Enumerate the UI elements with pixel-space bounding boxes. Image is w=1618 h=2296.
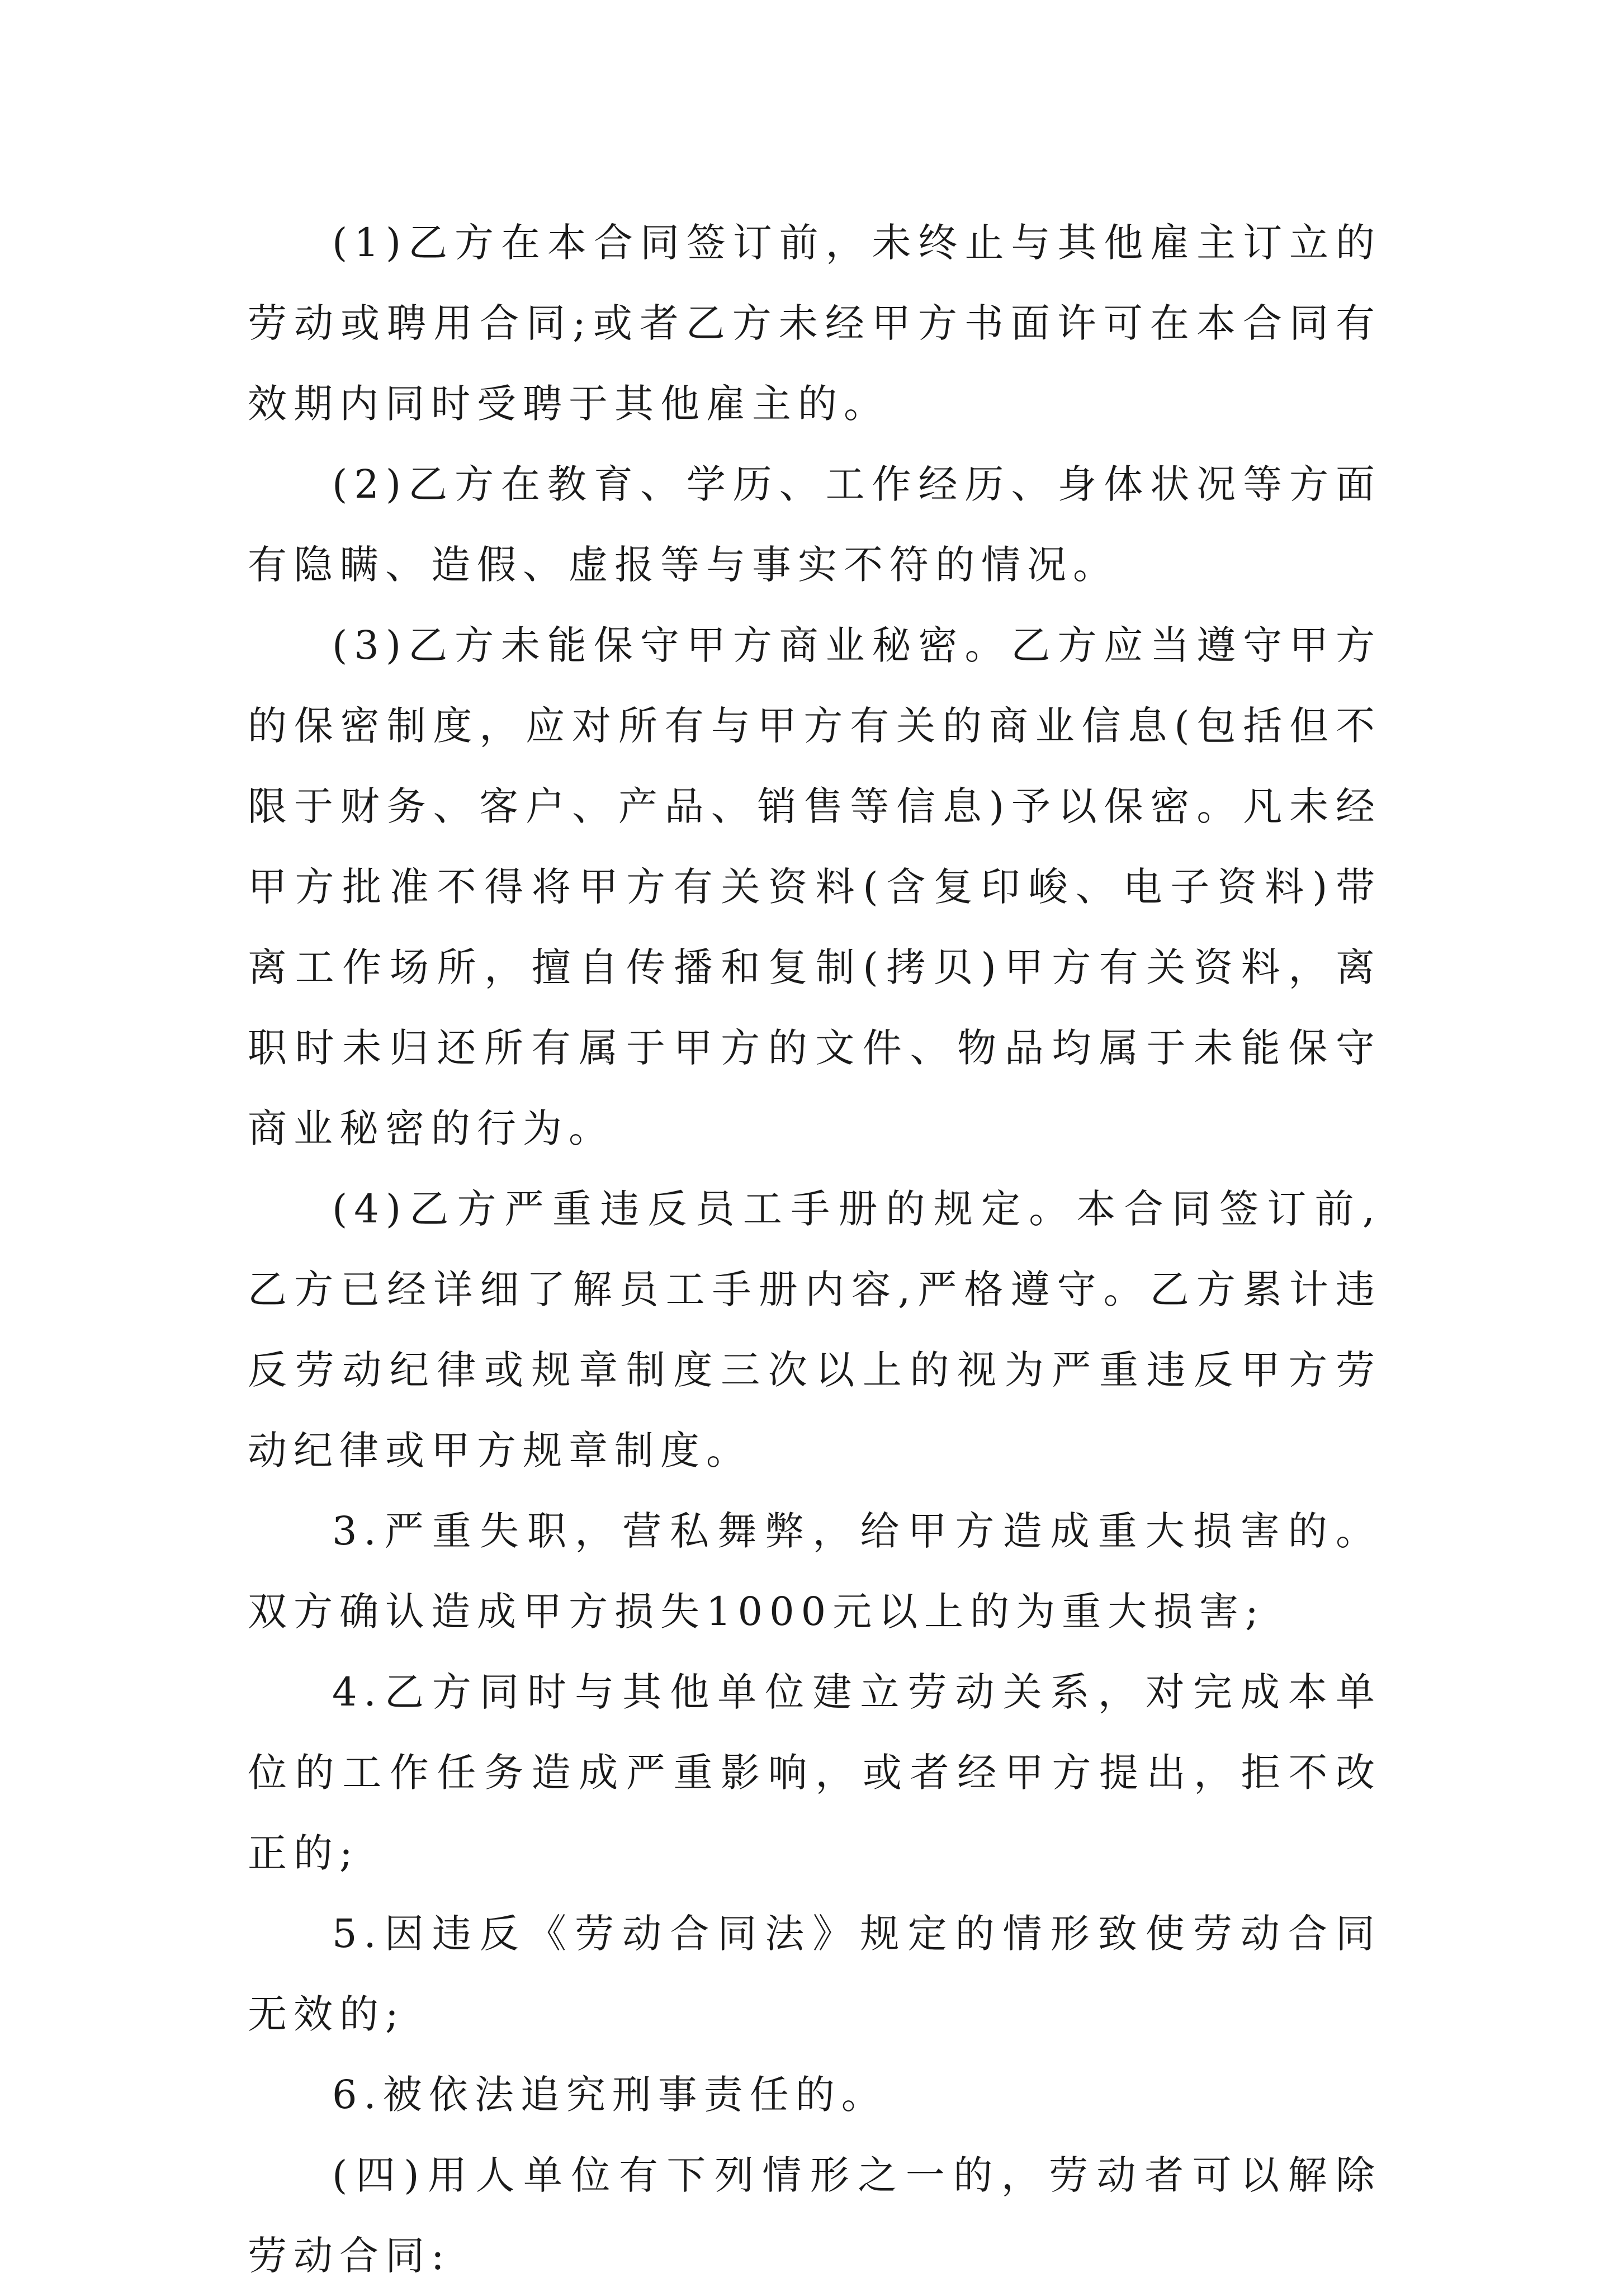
paragraph-item-5: 5.因违反《劳动合同法》规定的情形致使劳动合同无效的; bbox=[248, 1911, 1382, 2037]
paragraph-clause-3: (3)乙方未能保守甲方商业秘密。乙方应当遵守甲方的保密制度，应对所有与甲方有关的商业信息(包括但不限于财务、客户、产品、销售等信息)予以保密。凡未经甲方批准不得将甲方有关资料(含复印峻、电子资料)带离工作场所，擅自传播和复制(拷贝)甲方有关资料，离职时未归还所有属于甲方的文件、物品均属于未能保守商业秘密的行为。 bbox=[248, 622, 1382, 1151]
paragraph-item-6: 6.被依法追究刑事责任的。 bbox=[332, 2072, 887, 2118]
paragraph-section-4: (四)用人单位有下列情形之一的，劳动者可以解除劳动合同: bbox=[248, 2152, 1382, 2279]
document-body bbox=[248, 202, 1382, 2296]
paragraph-item-3: 3.严重失职，营私舞弊，给甲方造成重大损害的。双方确认造成甲方损失1000元以上的为重大损害; bbox=[248, 1508, 1382, 1634]
paragraph-clause-4: (4)乙方严重违反员工手册的规定。本合同签订前,乙方已经详细了解员工手册内容,严格遵守。乙方累计违反劳动纪律或规章制度三次以上的视为严重违反甲方劳动纪律或甲方规章制度。 bbox=[248, 1186, 1382, 1473]
paragraph-clause-1: (1)乙方在本合同签订前，未终止与其他雇主订立的劳动或聘用合同;或者乙方未经甲方书面许可在本合同有效期内同时受聘于其他雇主的。 bbox=[248, 220, 1382, 427]
paragraph-item-4: 4.乙方同时与其他单位建立劳动关系，对完成本单位的工作任务造成严重影响，或者经甲方提出，拒不改正的; bbox=[248, 1669, 1382, 1876]
paragraph-clause-2: (2)乙方在教育、学历、工作经历、身体状况等方面有隐瞒、造假、虚报等与事实不符的情况。 bbox=[248, 461, 1382, 588]
